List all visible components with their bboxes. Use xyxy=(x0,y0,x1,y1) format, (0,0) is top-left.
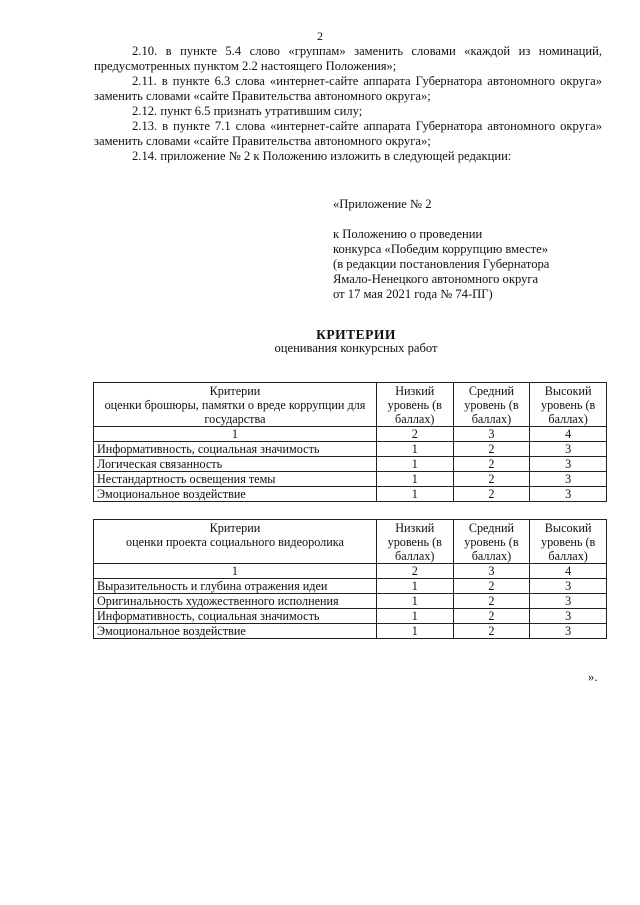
appendix-line: конкурса «Победим коррупцию вместе» xyxy=(333,242,549,256)
table-row xyxy=(94,624,607,639)
criterion-name: Эмоциональное воздействие xyxy=(94,624,377,639)
high-score: 3 xyxy=(530,442,607,457)
criterion-name: Эмоциональное воздействие xyxy=(94,487,377,502)
low-level-header: Низкий уровень (в баллах) xyxy=(376,383,453,427)
page-number: 2 xyxy=(317,29,323,43)
amendment-item: 2.13. в пункте 7.1 слова «интернет-сайте аппарата Губернатора автономного округа» заменить словами «сайте Правительства автономного округа»; xyxy=(94,119,602,148)
high-score: 3 xyxy=(530,472,607,487)
mid-level-header: Средний уровень (в баллах) xyxy=(453,383,530,427)
table-row xyxy=(94,442,607,457)
column-index: 2 xyxy=(376,564,453,579)
appendix-line: (в редакции постановления Губернатора xyxy=(333,257,550,271)
column-index: 2 xyxy=(376,427,453,442)
criterion-name: Выразительность и глубина отражения идеи xyxy=(94,579,377,594)
high-score: 3 xyxy=(530,594,607,609)
table-row xyxy=(94,609,607,624)
criteria-header xyxy=(94,520,377,564)
brochure-criteria-table xyxy=(93,382,607,502)
column-index-row xyxy=(94,427,607,442)
section-subtitle: оценивания конкурсных работ xyxy=(274,341,438,355)
low-score: 1 xyxy=(376,594,453,609)
mid-score: 2 xyxy=(453,609,530,624)
mid-score: 2 xyxy=(453,442,530,457)
high-score: 3 xyxy=(530,609,607,624)
mid-score: 2 xyxy=(453,579,530,594)
mid-score: 2 xyxy=(453,624,530,639)
column-index: 3 xyxy=(453,427,530,442)
column-index-row xyxy=(94,564,607,579)
table-header-row xyxy=(94,520,607,564)
table-row xyxy=(94,472,607,487)
low-score: 1 xyxy=(376,609,453,624)
column-index: 3 xyxy=(453,564,530,579)
high-level-header: Высокий уровень (в баллах) xyxy=(530,520,607,564)
amendment-item: 2.14. приложение № 2 к Положению изложить в следующей редакции: xyxy=(132,149,512,163)
amendment-item: 2.12. пункт 6.5 признать утратившим силу; xyxy=(132,104,363,118)
high-score: 3 xyxy=(530,487,607,502)
criteria-header xyxy=(94,383,377,427)
video-criteria-table xyxy=(93,519,607,639)
criteria-header-line: оценки брошюры, памятки о вреде коррупции для государства xyxy=(104,398,366,426)
table-row xyxy=(94,579,607,594)
low-score: 1 xyxy=(376,472,453,487)
criterion-name: Информативность, социальная значимость xyxy=(94,609,377,624)
mid-score: 2 xyxy=(453,457,530,472)
mid-score: 2 xyxy=(453,472,530,487)
low-score: 1 xyxy=(376,624,453,639)
appendix-line: к Положению о проведении xyxy=(333,227,483,241)
low-score: 1 xyxy=(376,579,453,594)
closing-quote: ». xyxy=(588,670,598,684)
column-index: 4 xyxy=(530,564,607,579)
table-row xyxy=(94,487,607,502)
low-score: 1 xyxy=(376,442,453,457)
amendment-item: 2.10. в пункте 5.4 слово «группам» заменить словами «каждой из номинаций, предусмотренных пунктом 2.2 настоящего Положения»; xyxy=(94,44,602,73)
appendix-line: от 17 мая 2021 года № 74-ПГ) xyxy=(333,287,493,301)
low-score: 1 xyxy=(376,487,453,502)
table-row xyxy=(94,594,607,609)
appendix-title: «Приложение № 2 xyxy=(333,197,432,211)
high-level-header: Высокий уровень (в баллах) xyxy=(530,383,607,427)
mid-level-header: Средний уровень (в баллах) xyxy=(453,520,530,564)
appendix-line: Ямало-Ненецкого автономного округа xyxy=(333,272,539,286)
mid-score: 2 xyxy=(453,487,530,502)
criterion-name: Оригинальность художественного исполнения xyxy=(94,594,377,609)
criteria-header-line: Критерии xyxy=(209,521,261,535)
column-index: 1 xyxy=(94,564,377,579)
section-title: КРИТЕРИИ xyxy=(316,327,396,342)
amendment-item: 2.11. в пункте 6.3 слова «интернет-сайте аппарата Губернатора автономного округа» заменить словами «сайте Правительства автономного округа»; xyxy=(94,74,602,103)
amendments-list xyxy=(94,44,602,164)
high-score: 3 xyxy=(530,457,607,472)
appendix-header xyxy=(333,197,613,302)
column-index: 4 xyxy=(530,427,607,442)
criteria-header-line: оценки проекта социального видеоролика xyxy=(126,535,344,549)
high-score: 3 xyxy=(530,624,607,639)
column-index: 1 xyxy=(94,427,377,442)
criterion-name: Нестандартность освещения темы xyxy=(94,472,377,487)
table-row xyxy=(94,457,607,472)
low-score: 1 xyxy=(376,457,453,472)
low-level-header: Низкий уровень (в баллах) xyxy=(376,520,453,564)
criterion-name: Логическая связанность xyxy=(94,457,377,472)
mid-score: 2 xyxy=(453,594,530,609)
high-score: 3 xyxy=(530,579,607,594)
criterion-name: Информативность, социальная значимость xyxy=(94,442,377,457)
criteria-header-line: Критерии xyxy=(209,384,261,398)
table-header-row xyxy=(94,383,607,427)
